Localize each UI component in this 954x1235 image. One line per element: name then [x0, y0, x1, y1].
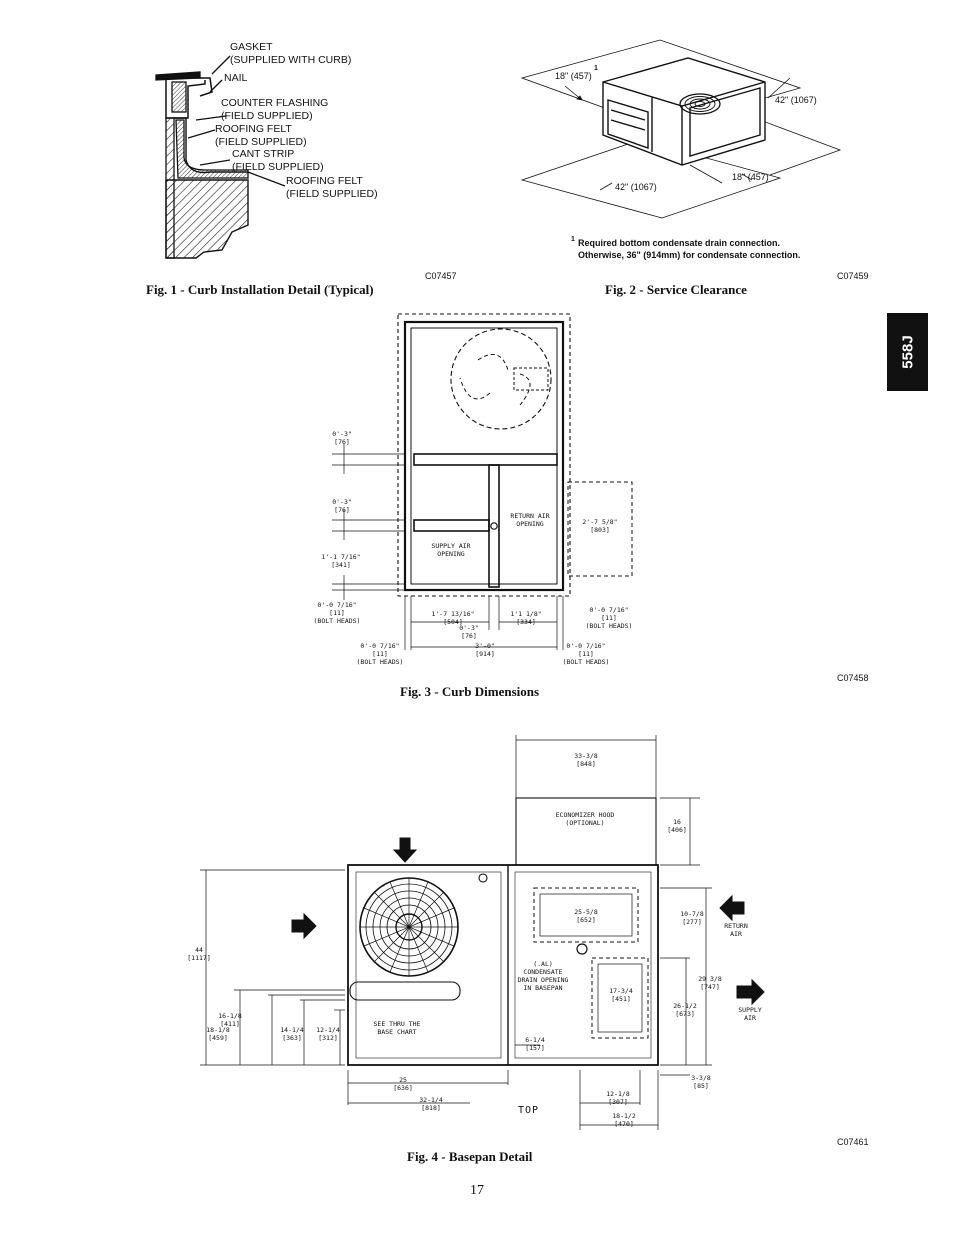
fig4-top-label: TOP	[518, 1105, 540, 1116]
model-tab	[887, 313, 928, 391]
fig1-label-counter-flashing: COUNTER FLASHING	[221, 97, 329, 109]
fig1-label-roofing-felt-2: ROOFING FELT	[286, 175, 363, 187]
fig3-dim-side: 2'-7 5/8" [803]	[582, 518, 618, 534]
fig4-dim-supply-26: 26-1/2 [673]	[673, 1002, 697, 1018]
fig4-dim-overall-depth: 44 [1117]	[187, 946, 211, 962]
fig1-label-roofing-felt: ROOFING FELT	[215, 123, 292, 135]
fig3-caption: Fig. 3 - Curb Dimensions	[400, 684, 540, 699]
fig1-label-roofing-felt-2-note: (FIELD SUPPLIED)	[286, 188, 378, 200]
fig3-return-air-label: RETURN AIR OPENING	[510, 512, 550, 528]
fig2-note-line1: Required bottom condensate drain connection.	[578, 238, 781, 248]
fig4-dim-18-2: 18-1/2 [470]	[612, 1112, 636, 1128]
fig2-dim-front: 42" (1067)	[615, 182, 657, 192]
fig4-dim-14: 14-1/4 [363]	[280, 1026, 304, 1042]
fig4-economizer-label: ECONOMIZER HOOD (OPTIONAL)	[555, 811, 615, 827]
fig1-label-counter-flashing-note: (FIELD SUPPLIED)	[221, 110, 313, 122]
fig4-dim-16: 16-1/8 [411]	[218, 1012, 242, 1028]
fig4-dim-25: 25 [636]	[393, 1076, 413, 1092]
fig2-dim-right: 42" (1067)	[775, 95, 817, 105]
fig3-drawing	[332, 314, 632, 650]
fig3-dim-supply-width: 1'-7 13/16" [504]	[431, 610, 475, 626]
fig4-dim-supply-29: 29 3/8 [747]	[698, 975, 722, 991]
fig3-supply-air-label: SUPPLY AIR OPENING	[431, 542, 471, 558]
fig3-code: C07458	[837, 673, 869, 683]
fig2-dim-rear: 18" (457)	[555, 71, 592, 81]
fig4-code: C07461	[837, 1137, 869, 1147]
fig1-label-gasket: GASKET	[230, 41, 273, 53]
fig4-dim-supply-height: 17-3/4 [451]	[609, 987, 633, 1003]
fig1-label-nail: NAIL	[224, 72, 248, 84]
fig1-caption: Fig. 1 - Curb Installation Detail (Typical)	[146, 282, 374, 297]
fig1-label-gasket-note: (SUPPLIED WITH CURB)	[230, 54, 352, 66]
fig4-dim-12-8: 12-1/8 [307]	[606, 1090, 630, 1106]
fig3-dim-return-width: 1'1 1/8" [334]	[510, 610, 542, 626]
fig4-dim-18: 18-1/8 [459]	[206, 1026, 230, 1042]
fig2-drawing	[522, 40, 840, 218]
fig4-dim-hood-width: 33-3/8 [848]	[574, 752, 598, 768]
fig3-dim-bolt-right: 0'-0 7/16" [11] (BOLT HEADS)	[585, 606, 633, 630]
fig4-supply-air-label: SUPPLY AIR	[738, 1006, 762, 1022]
fig3-dim-mid: 0'-3" [76]	[332, 498, 352, 514]
fig4-dim-32: 32-1/4 [818]	[419, 1096, 443, 1112]
fig3-dim-top: 0'-3" [76]	[332, 430, 352, 446]
fig3-dim-supply: 1'-1 7/16" [341]	[321, 553, 361, 569]
fig4-condensate-label: (.AL) CONDENSATE DRAIN OPENING IN BASEPAN	[517, 960, 569, 992]
fig1-label-cant-strip-note: (FIELD SUPPLIED)	[232, 161, 324, 173]
fig4-dim-return-width: 25-5/8 [652]	[574, 908, 598, 924]
fig2-dim-side: 18" (457)	[732, 172, 769, 182]
fig3-dim-bolt-bottom-left: 0'-0 7/16" [11] (BOLT HEADS)	[356, 642, 404, 666]
fig1-label-roofing-felt-note: (FIELD SUPPLIED)	[215, 136, 307, 148]
fig4-dim-12: 12-1/4 [312]	[316, 1026, 340, 1042]
fig2-caption: Fig. 2 - Service Clearance	[605, 282, 747, 297]
fig4-dim-hood-depth: 16 [406]	[667, 818, 687, 834]
fig2-superscript: 1	[594, 65, 598, 72]
fig4-drawing	[200, 735, 764, 1130]
fig2-note-marker: 1	[571, 236, 575, 243]
page-number: 17	[470, 1183, 484, 1198]
fig3-dim-overall: 3'-0" [914]	[475, 642, 495, 658]
fig1-label-cant-strip: CANT STRIP	[232, 148, 295, 160]
fig4-dim-return-offset: 10-7/8 [277]	[680, 910, 704, 926]
fig4-caption: Fig. 4 - Basepan Detail	[407, 1149, 533, 1164]
fig2-code: C07459	[837, 271, 869, 281]
fig3-dim-bolt-bottom-right: 0'-0 7/16" [11] (BOLT HEADS)	[562, 642, 610, 666]
fig4-return-air-label: RETURN AIR	[724, 922, 748, 938]
fig1-code: C07457	[425, 271, 457, 281]
fig4-dim-6: 6-1/4 [157]	[525, 1036, 545, 1052]
fig2-note-line2: Otherwise, 36" (914mm) for condensate connection.	[578, 250, 801, 260]
fig3-dim-center: 0'-3" [76]	[459, 624, 479, 640]
model-tab-label: 558J	[899, 335, 916, 369]
fig3-dim-bolt-left: 0'-0 7/16" [11] (BOLT HEADS)	[313, 601, 361, 625]
fig4-base-chart-label: SEE THRU THE BASE CHART	[373, 1020, 421, 1036]
fig4-dim-3: 3-3/8 [85]	[691, 1074, 711, 1090]
